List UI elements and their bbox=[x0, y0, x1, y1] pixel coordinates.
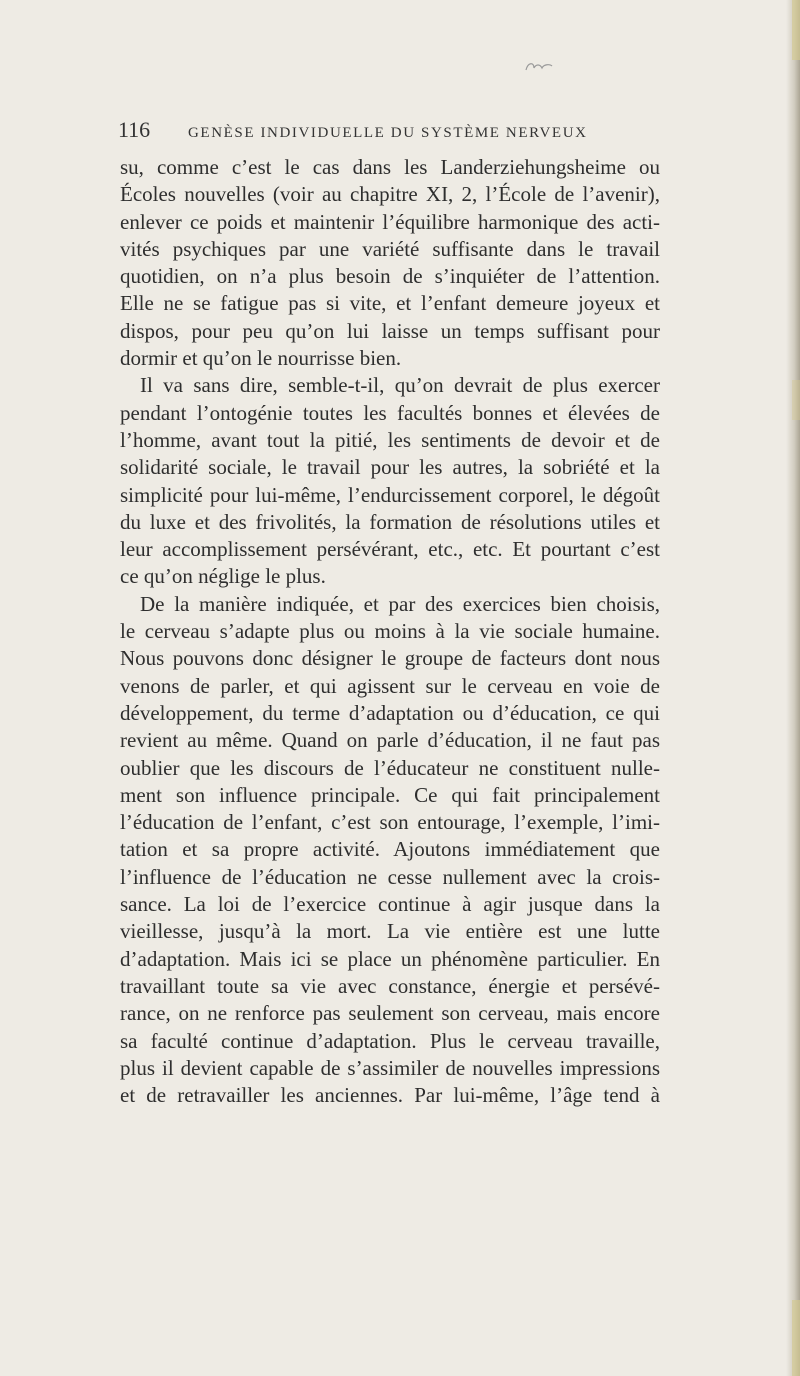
pencil-mark bbox=[520, 56, 560, 78]
text-line: et de retravailler les anciennes. Par lui-même, l’âge tend à bbox=[120, 1083, 660, 1108]
text-line: ment son influence principale. Ce qui fait principalement bbox=[120, 782, 660, 807]
text-line: oublier que les discours de l’éducateur ne constituent nulle- bbox=[120, 755, 660, 780]
text-line: vités psychiques par une variété suffisante dans le travail bbox=[120, 236, 660, 261]
text-line: vieillesse, jusqu’à la mort. La vie entière est une lutte bbox=[120, 919, 660, 944]
text-line: d’adaptation. Mais ici se place un phénomène particulier. En bbox=[120, 946, 660, 971]
text-line: enlever ce poids et maintenir l’équilibre harmonique des acti- bbox=[120, 209, 660, 234]
page-edge-stain bbox=[792, 380, 800, 420]
page-header bbox=[118, 117, 658, 143]
text-line: le cerveau s’adapte plus ou moins à la vie sociale humaine. bbox=[120, 619, 660, 644]
text-line: du luxe et des frivolités, la formation de résolutions utiles et bbox=[120, 509, 660, 534]
text-line: Nous pouvons donc désigner le groupe de facteurs dont nous bbox=[120, 646, 660, 671]
page-edge-shadow bbox=[786, 0, 800, 1376]
text-line: ce qu’on néglige le plus. bbox=[120, 564, 326, 589]
page-edge-stain bbox=[792, 1300, 800, 1376]
text-line: quotidien, on n’a plus besoin de s’inquiéter de l’attention. bbox=[120, 264, 660, 289]
running-head: GENÈSE INDIVIDUELLE DU SYSTÈME NERVEUX bbox=[188, 125, 588, 141]
text-line: Elle ne se fatigue pas si vite, et l’enfant demeure joyeux et bbox=[120, 291, 660, 316]
text-line: revient au même. Quand on parle d’éducation, il ne faut pas bbox=[120, 728, 660, 753]
text-line: travaillant toute sa vie avec constance, énergie et persévé- bbox=[120, 973, 660, 998]
text-line: dormir et qu’on le nourrisse bien. bbox=[120, 346, 402, 371]
body-text bbox=[120, 154, 660, 1109]
text-line: sance. La loi de l’exercice continue à agir jusque dans la bbox=[120, 892, 660, 917]
page-edge-stain bbox=[792, 0, 800, 60]
text-line: l’homme, avant tout la pitié, les sentiments de devoir et de bbox=[120, 427, 660, 452]
text-line: Écoles nouvelles (voir au chapitre XI, 2, l’École de l’avenir), bbox=[120, 182, 660, 207]
text-line: l’éducation de l’enfant, c’est son entourage, l’exemple, l’imi- bbox=[120, 810, 660, 835]
text-line: développement, du terme d’adaptation ou d’éducation, ce qui bbox=[120, 700, 660, 725]
text-line: rance, on ne renforce pas seulement son cerveau, mais encore bbox=[120, 1001, 660, 1026]
text-line: su, comme c’est le cas dans les Landerziehungsheime ou bbox=[120, 155, 660, 179]
text-line: sa faculté continue d’adaptation. Plus le cerveau travaille, bbox=[120, 1028, 660, 1053]
text-line: venons de parler, et qui agissent sur le cerveau en voie de bbox=[120, 673, 660, 698]
text-line: leur accomplissement persévérant, etc., etc. Et pourtant c’est bbox=[120, 537, 660, 562]
text-line: solidarité sociale, le travail pour les autres, la sobriété et la bbox=[120, 455, 660, 480]
text-line: De la manière indiquée, et par des exercices bien choisis, bbox=[140, 591, 660, 616]
text-line: pendant l’ontogénie toutes les facultés bonnes et élevées de bbox=[120, 400, 660, 425]
text-line: dispos, pour peu qu’on lui laisse un temps suffisant pour bbox=[120, 318, 660, 343]
text-line: l’influence de l’éducation ne cesse nullement avec la crois- bbox=[120, 864, 660, 889]
page-number: 116 bbox=[118, 117, 151, 142]
text-line: tation et sa propre activité. Ajoutons immédiatement que bbox=[120, 837, 660, 862]
text-line: plus il devient capable de s’assimiler de nouvelles impressions bbox=[120, 1055, 660, 1080]
text-line: Il va sans dire, semble-t-il, qu’on devrait de plus exercer bbox=[140, 373, 660, 398]
text-line: simplicité pour lui-même, l’endurcissement corporel, le dégoût bbox=[120, 482, 660, 507]
